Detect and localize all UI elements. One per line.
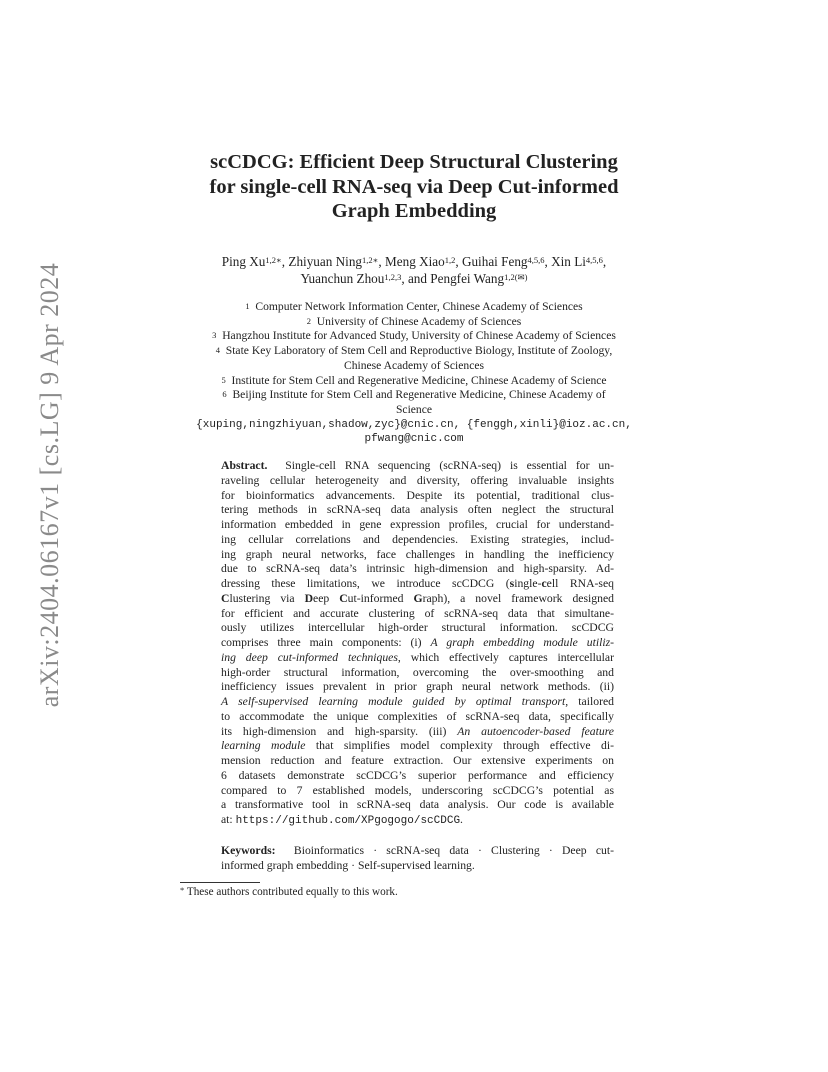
abstract-line: learning module that simplifies model complexity through effective di- [221,739,615,753]
paper-title [150,150,678,224]
author-name: Xin Li [551,254,586,269]
code-link[interactable]: https://github.com/XPgogogo/scCDCG [235,815,461,827]
abstract-line: ously utilizes intercellular high-order structural information. scCDCG [221,621,614,635]
abstract-heading: Abstract. [221,459,268,472]
title-line: for single-cell RNA-seq via Deep Cut-informed [209,175,619,198]
abstract-line: information embedded in gene expression profiles, crucial for understand- [221,518,614,531]
footnote-rule [180,882,260,883]
author-affil-marker: 1,2 [444,255,456,265]
author-affil-marker: 1,2∗ [265,255,282,265]
author-name: Ping Xu [221,254,266,269]
title-line: Graph Embedding [331,200,497,222]
author-affil-marker: 4,5,6 [527,255,545,265]
abstract-line: Clustering via Deep Cut-informed Graph), a novel framework designed [221,591,614,605]
author-list [130,253,698,287]
arxiv-sidebar-stamp [17,262,64,708]
abstract-line: for bioinformatics advancements. Despite its potential, traditional clus- [221,488,614,502]
affiliation: $^2$ University of Chinese Academy of Sciences [306,314,522,328]
affiliation: $^1$ Computer Network Information Center, Chinese Academy of Sciences [245,300,583,313]
keywords-line: informed graph embedding · Self-supervised learning. [221,858,475,872]
author-name: Zhiyuan Ning [288,254,363,269]
title-line: scCDCG: Efficient Deep Structural Clustering [210,151,618,173]
abstract-line: ing deep cut-informed techniques, which effectively captures intercellular [221,650,614,664]
author-affil-marker: 1,2(✉) [504,272,528,282]
abstract-line: Abstract. Single-cell RNA sequencing (scRNA-seq) is essential for un- [221,459,614,472]
email-addresses: {xuping,ningzhiyuan,shadow,zyc}@cnic.cn, {fenggh,xinli}@ioz.ac.cn, [196,418,632,431]
keywords-heading: Keywords: [221,844,276,857]
author-name: Yuanchun Zhou [300,271,385,286]
abstract-line: ing graph neural networks, face challenges in handling the inefficiency [221,547,614,561]
abstract-line: high-order structural information, overcoming the over-smoothing and [221,665,614,679]
abstract-line: raveling cellular heterogeneity and diversity, offering invaluable insights [221,473,614,487]
author-line: Yuanchun Zhou$^{1,2,3}$, and Pengfei Wang$^{1,2(✉)}$ [300,271,528,286]
author-line: Ping $Xu^{1,2∗}$, Zhiyuan Ning$^{1,2∗}$, Meng Xiao$^{1,2}$, Guihai Feng$^{4,5,6}$, Xin Li$^{4,5,6}$, [221,254,607,269]
affiliations [130,300,698,447]
abstract-line: 6 datasets demonstrate scCDCG’s superior performance and efficiency [221,768,614,782]
abstract-line: its high-dimension and high-sparsity. (iii) An autoencoder-based feature [221,724,614,738]
abstract-line: dressing these limitations, we introduce scCDCG (single-cell RNA-seq [221,577,614,590]
affiliation: $^4$ State Key Laboratory of Stem Cell and Reproductive Biology, Institute of Zoology, [215,344,613,358]
footnote-mark: * [180,885,185,895]
footnote: * These authors contributed equally to this work. [180,885,398,898]
author-name: Meng Xiao [385,254,445,269]
author-name: Guihai Feng [461,254,528,269]
author-affil-marker: 4,5,6 [585,255,603,265]
abstract-line: at: https://github.com/XPgogogo/scCDCG. [221,813,463,827]
abstract-line: mension reduction and feature extraction. Our extensive experiments on [221,754,614,767]
abstract-line: tering methods in scRNA-seq data analysis often neglect the structural [221,503,614,517]
abstract [221,459,614,828]
affiliation-continued: Science [395,402,433,416]
author-affil-marker: 1,2∗ [362,255,379,265]
abstract-line: comprises three main components: (i) A graph embedding module utiliz- [221,636,615,649]
keywords-line: Keywords: Bioinformatics · scRNA-seq data · Clustering · Deep cut- [221,844,614,857]
abstract-line: a transformative tool in scRNA-seq data analysis. Our code is available [221,798,614,812]
abstract-line: inefficiency issues prevalent in prior graph neural network methods. (ii) [221,680,614,694]
abstract-line: ing cellular correlations and dependencies. Existing strategies, includ- [221,532,614,546]
affiliation: $^6$ Beijing Institute for Stem Cell and Regenerative Medicine, Chinese Academy of [222,388,606,402]
abstract-line: compared to 7 established models, underscoring scCDCG’s potential as [221,783,614,797]
abstract-line: due to scRNA-seq data’s intrinsic high-dimension and high-sparsity. Ad- [221,562,614,576]
abstract-line: for efficient and accurate clustering of scRNA-seq data that simultane- [221,606,614,620]
abstract-line: to accommodate the unique complexities of scRNA-seq data, specifically [221,709,614,723]
author-affil-marker: 1,2,3 [384,272,402,282]
author-name: Pengfei Wang [430,271,505,286]
affiliation: $^3$ Hangzhou Institute for Advanced Study, University of Chinese Academy of Sciences [212,329,616,343]
abstract-line: A self-supervised learning module guided by optimal transport, tailored [221,695,614,708]
affiliation: $^5$ Institute for Stem Cell and Regenerative Medicine, Chinese Academy of Science [221,373,607,387]
keywords [221,844,614,874]
affiliation-continued: Chinese Academy of Sciences [343,358,485,372]
email-address: pfwang@cnic.com [364,433,464,446]
arxiv-identifier: arXiv:2404.06167v1 [cs.LG] 9 Apr 2024 [35,262,64,708]
